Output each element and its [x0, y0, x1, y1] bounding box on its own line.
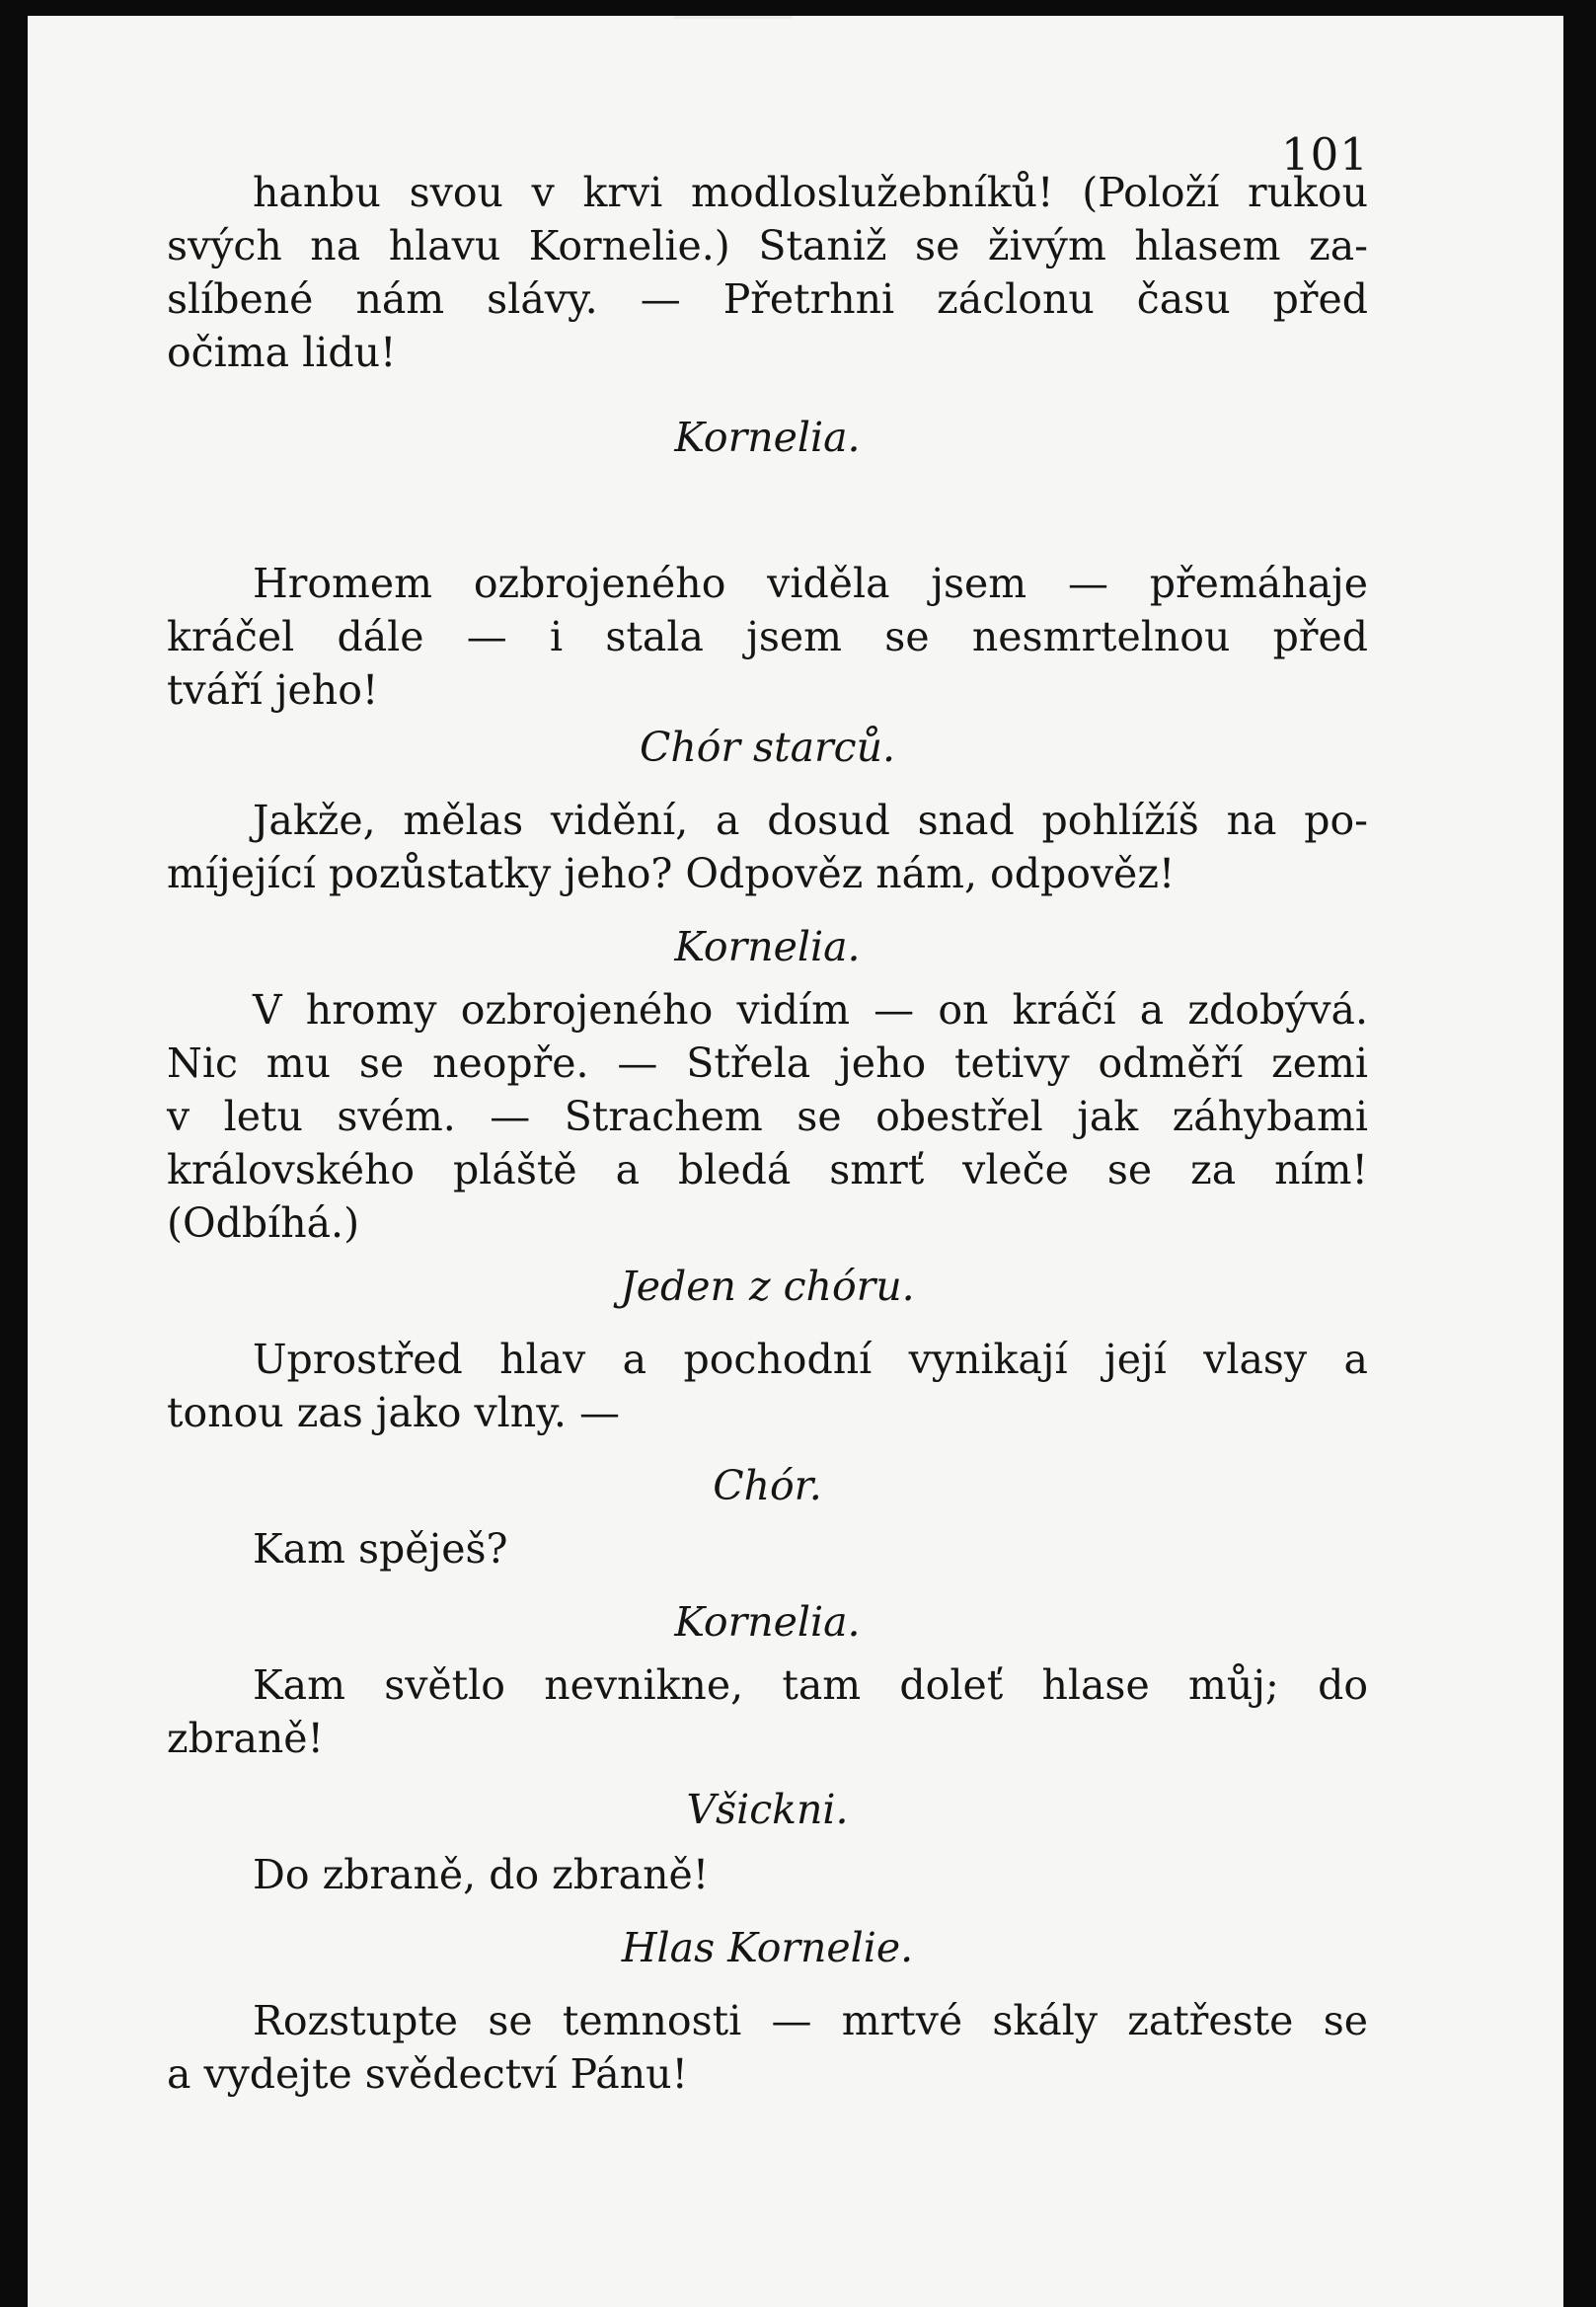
text-line: (Odbíhá.) — [167, 1199, 360, 1247]
text-line: slíbené nám slávy. — Přetrhni záclonu času před — [167, 275, 1368, 323]
text-line: očima lidu! — [167, 329, 397, 376]
text-line: tváří jeho! — [167, 666, 379, 714]
speaker-name: Kornelia. — [674, 1598, 861, 1646]
text-line: Kam spěješ? — [253, 1525, 508, 1573]
page-edge-mark — [674, 16, 793, 19]
speaker-name: Všickni. — [686, 1786, 849, 1833]
speaker-name: Chór starců. — [639, 724, 896, 771]
text-line: hanbu svou v krvi modloslužebníků! (Položí rukou — [253, 169, 1368, 216]
page-number: 101 — [1281, 128, 1369, 181]
text-line: Uprostřed hlav a pochodní vynikají její vlasy a — [253, 1336, 1368, 1383]
text-line: svých na hlavu Kornelie.) Staniž se živým hlasem za- — [167, 222, 1368, 269]
book-page — [28, 16, 1563, 2307]
text-line: a vydejte svědectví Pánu! — [167, 2050, 688, 2098]
text-line: míjející pozůstatky jeho? Odpověz nám, odpověz! — [167, 850, 1176, 897]
text-line: tonou zas jako vlny. — — [167, 1389, 620, 1436]
text-line: Hromem ozbrojeného viděla jsem — přemáhaje — [253, 560, 1368, 607]
speaker-name: Hlas Kornelie. — [621, 1924, 914, 1971]
text-line: Jakže, mělas vidění, a dosud snad pohlížíš na po- — [253, 797, 1368, 844]
text-line: Rozstupte se temnosti — mrtvé skály zatřeste se — [253, 1997, 1368, 2044]
text-line: Do zbraně, do zbraně! — [253, 1851, 710, 1898]
text-line: zbraně! — [167, 1715, 325, 1762]
text-line: Kam světlo nevnikne, tam doleť hlase můj; do — [253, 1661, 1368, 1709]
speaker-name: Kornelia. — [674, 414, 861, 461]
text-line: královského pláště a bledá smrť vleče se za ním! — [167, 1146, 1368, 1193]
text-line: V hromy ozbrojeného vidím — on kráčí a zdobývá. — [253, 986, 1368, 1034]
text-line: Nic mu se neopře. — Střela jeho tetivy odměří zemi — [167, 1039, 1368, 1087]
text-line: kráčel dále — i stala jsem se nesmrtelnou před — [167, 613, 1368, 660]
speaker-name: Jeden z chóru. — [620, 1263, 915, 1310]
speaker-name: Chór. — [713, 1462, 822, 1509]
speaker-name: Kornelia. — [674, 923, 861, 970]
text-line: v letu svém. — Strachem se obestřel jak záhybami — [167, 1093, 1368, 1140]
